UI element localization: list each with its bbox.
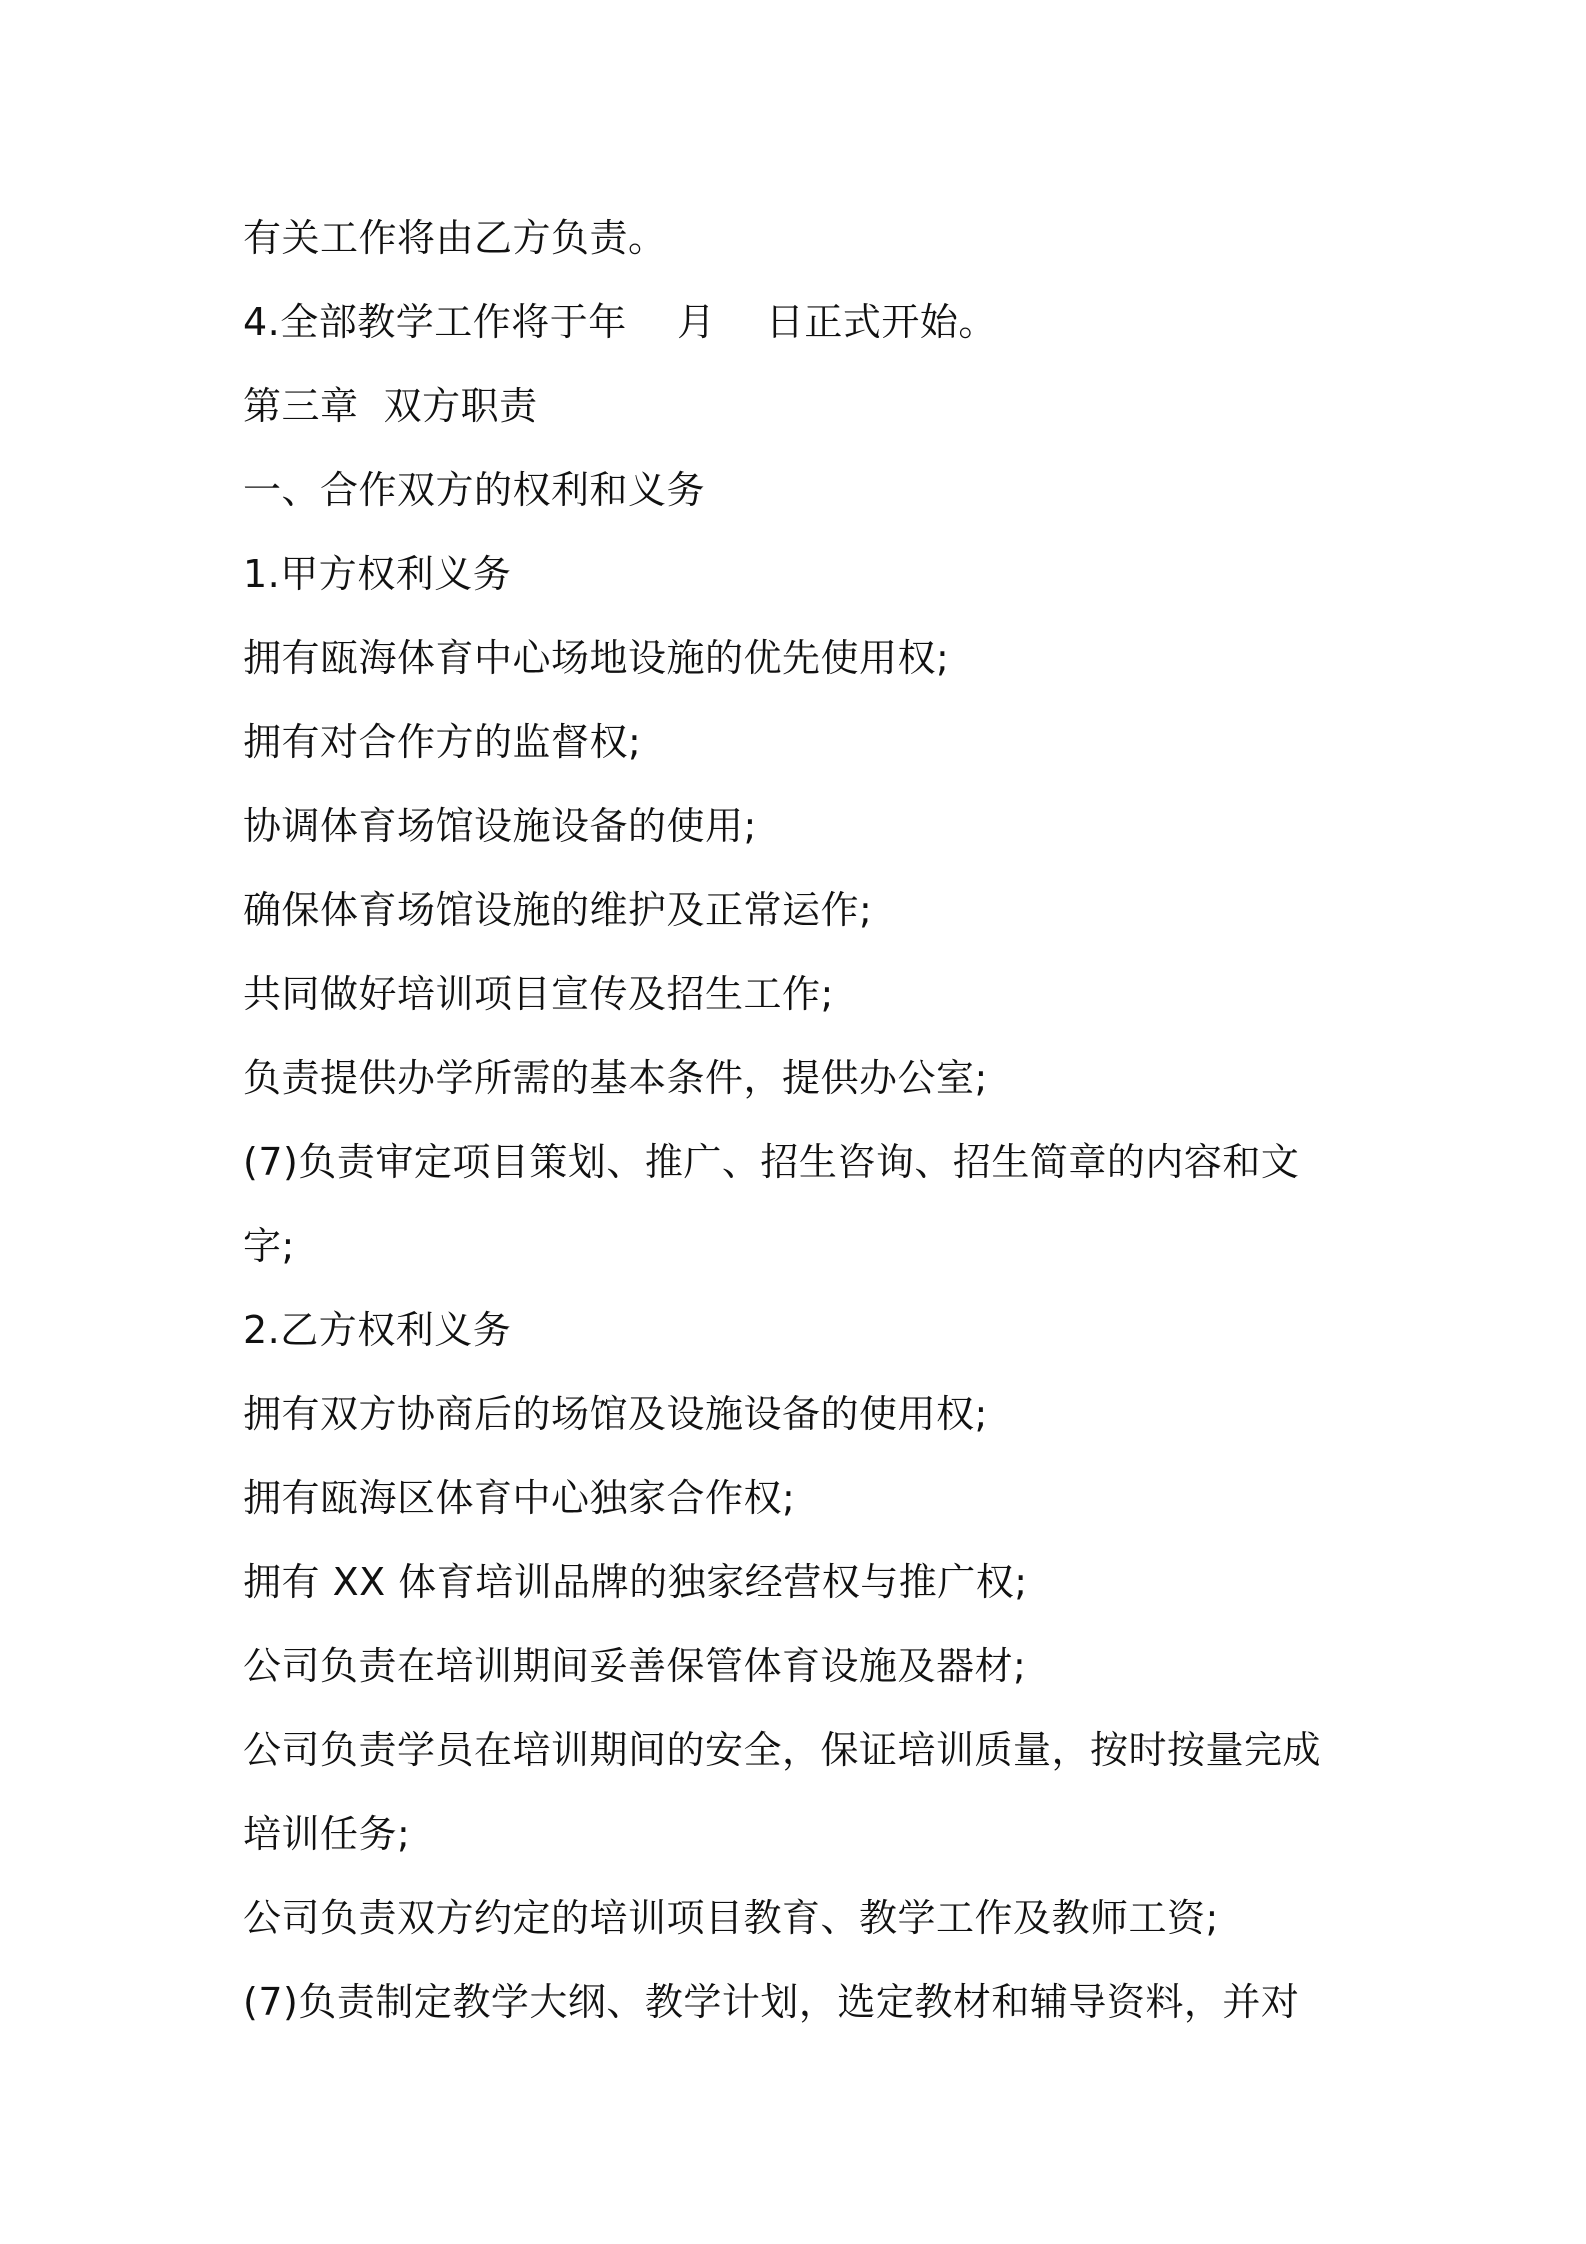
text-line: (7)负责制定教学大纲、教学计划，选定教材和辅导资料，并对 <box>243 1980 1300 2024</box>
text-line: 拥有瓯海区体育中心独家合作权; <box>243 1476 796 1520</box>
text-line: 拥有瓯海体育中心场地设施的优先使用权; <box>243 636 950 680</box>
text-line: 拥有双方协商后的场馆及设施设备的使用权; <box>243 1392 988 1436</box>
text-line: 公司负责学员在培训期间的安全，保证培训质量，按时按量完成 <box>243 1728 1322 1772</box>
text-line: 协调体育场馆设施设备的使用; <box>243 804 757 848</box>
text-line: 公司负责双方约定的培训项目教育、教学工作及教师工资; <box>243 1896 1219 1940</box>
text-line: 公司负责在培训期间妥善保管体育设施及器材; <box>243 1644 1027 1688</box>
text-line: (7)负责审定项目策划、推广、招生咨询、招生简章的内容和文 <box>243 1140 1300 1184</box>
text-line: 字; <box>243 1224 295 1268</box>
chapter-heading: 第三章 双方职责 <box>243 384 538 428</box>
text-line: 拥有 XX 体育培训品牌的独家经营权与推广权; <box>243 1560 1028 1604</box>
text-line: 有关工作将由乙方负责。 <box>243 216 667 260</box>
subsection-heading: 1.甲方权利义务 <box>243 552 512 596</box>
text-line: 培训任务; <box>243 1812 411 1856</box>
text-line: 拥有对合作方的监督权; <box>243 720 642 764</box>
subsection-heading: 2.乙方权利义务 <box>243 1308 512 1352</box>
document-body <box>243 196 1363 2044</box>
section-heading: 一、合作双方的权利和义务 <box>243 468 706 512</box>
text-line: 确保体育场馆设施的维护及正常运作; <box>243 888 873 932</box>
text-line: 共同做好培训项目宣传及招生工作; <box>243 972 834 1016</box>
text-line: 负责提供办学所需的基本条件，提供办公室; <box>243 1056 988 1100</box>
text-line: 4.全部教学工作将于年 月 日正式开始。 <box>243 300 997 344</box>
